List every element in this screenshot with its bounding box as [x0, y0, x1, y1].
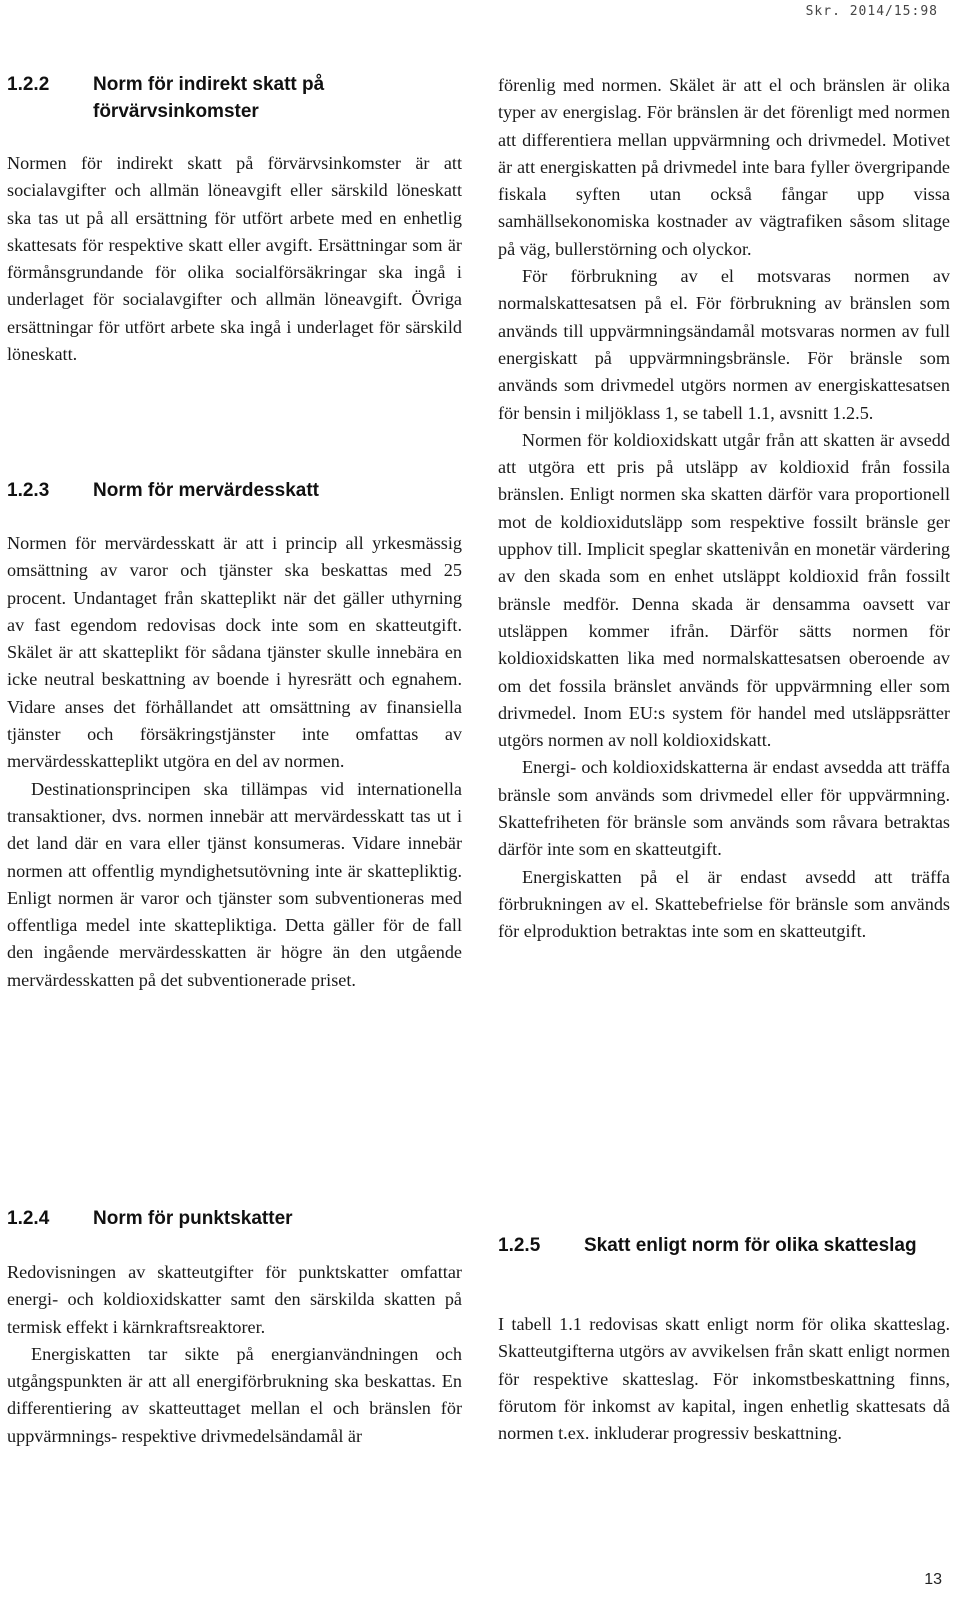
section-1-2-4	[7, 1205, 462, 1232]
paragraph: I tabell 1.1 redovisas skatt enligt norm för olika skatteslag. Skatteutgifterna utgörs av avvikelsen från skatt enligt normen för respektive skatteslag. För inkomstbeskattning finns, förutom för inkomst av kapital, ingen enhetlig skattesats då normen t.ex. inkluderar progressiv beskattning.	[498, 1314, 950, 1444]
paragraph: Energiskatten tar sikte på energianvändningen och utgångspunkten är att all energiförbrukning ska beskattas. En differentiering av skatteuttaget mellan el och bränslen för uppvärmnings- respektive drivmedelsändamål är	[7, 1343, 462, 1446]
section-heading	[7, 1205, 462, 1232]
section-number: 1.2.5	[498, 1235, 541, 1256]
section-title: Norm för indirekt skatt på förvärvsinkomster	[93, 74, 325, 122]
paragraph: förenlig med normen. Skälet är att el och bränslen är olika typer av energislag. För bränslen är det förenligt med normen att differentiera mellan uppvärmning och drivmedel. Motivet är att energiskatten på drivmedel inte bara fyller övergripande fiskala syften utan också fångar upp vissa samhällsekonomiska kostnader av vägtrafiken såsom slitage på väg, bullerstörning och olyckor.	[498, 75, 950, 259]
section-title: Norm för mervärdesskatt	[93, 480, 319, 501]
section-1-2-5	[498, 1232, 950, 1259]
section-1-2-2	[7, 71, 462, 125]
section-number: 1.2.4	[7, 1208, 50, 1229]
page-number: 13	[924, 1571, 942, 1588]
section-title: Norm för punktskatter	[93, 1208, 293, 1229]
section-heading	[498, 1232, 950, 1259]
section-1-2-4-body	[7, 1259, 462, 1450]
section-1-2-5-body	[498, 1311, 950, 1447]
section-title: Skatt enligt norm för olika skatteslag	[584, 1235, 917, 1256]
section-heading	[7, 477, 462, 504]
section-1-2-4-continued	[498, 72, 950, 946]
paragraph: Normen för indirekt skatt på förvärvsinkomster är att socialavgifter och allmän löneavgift eller särskild löneskatt ska tas ut på all ersättning för utfört arbete med en enhetlig skattesats för respektive skatt eller avgift. Ersättningar som är förmånsgrundande för olika socialförsäkringar ska ingå i underlaget för socialavgifter och allmän löneavgift. Övriga ersättningar för utfört arbete ska ingå i underlaget för särskild löneskatt.	[7, 153, 462, 365]
section-1-2-3-body	[7, 530, 462, 994]
section-1-2-3	[7, 477, 462, 504]
section-1-2-2-body	[7, 150, 462, 368]
paragraph: Normen för koldioxidskatt utgår från att skatten är avsedd att utgöra ett pris på utsläpp av koldioxid från fossila bränslen. Enligt normen ska skatten därför vara proportionell mot de koldioxidutsläpp som respektive fossilt bränsle ger upphov till. Implicit speglar skattenivån en monetär värdering av den skada som en enhet utsläppt koldioxid från fossilt bränsle medför. Denna skada är densamma oavsett var utsläppen kommer ifrån. Därför sätts normen för koldioxidskatten lika med normalskattesatsen oberoende av om det fossila bränslet används för uppvärmning eller som drivmedel. Inom EU:s system för handel med utsläppsrätter utgörs normen av noll koldioxidskatt.	[498, 429, 950, 751]
paragraph: Energiskatten på el är endast avsedd att träffa förbrukningen av el. Skattebefrielse för bränsle som används för elproduktion betraktas inte som en skatteutgift.	[498, 866, 950, 942]
section-number: 1.2.2	[7, 74, 50, 95]
paragraph: Destinationsprincipen ska tillämpas vid internationella transaktioner, dvs. normen innebär att mervärdesskatt tas ut i det land där en vara eller tjänst konsumeras. Vidare innebär normen att offentlig myndighetsutövning inte är skattepliktig. Enligt normen är varor och tjänster som subventioneras med offentliga medel inte skattepliktiga. Detta gäller för de fall den ingående mervärdesskatten är högre än den utgående mervärdesskatten på det subventionerade priset.	[7, 778, 462, 990]
paragraph: Redovisningen av skatteutgifter för punktskatter omfattar energi- och koldioxidskatter samt den särskilda skatten på termisk effekt i kärnkraftsreaktorer.	[7, 1262, 462, 1337]
section-heading	[7, 71, 462, 125]
document-reference: Skr. 2014/15:98	[805, 4, 938, 19]
paragraph: Energi- och koldioxidskatterna är endast avsedda att träffa bränsle som används som drivmedel eller för uppvärmning. Skattefriheten för bränsle som används som råvara betraktas därför inte som en skatteutgift.	[498, 757, 950, 860]
paragraph: Normen för mervärdesskatt är att i princip all yrkesmässig omsättning av varor och tjänster ska beskattas med 25 procent. Undantaget från skatteplikt när det gäller uthyrning av fast egendom redovisas dock inte som en skatteutgift. Skälet är att skatteplikt för sådana tjänster skulle innebära en icke neutral beskattning av boende i hyresrätt och egnahem. Vidare anses det förhållandet att omsättning av finansiella tjänster och försäkringstjänster inte omfattas av mervärdesskatteplikt utgöra en del av normen.	[7, 533, 462, 772]
paragraph: För förbrukning av el motsvaras normen av normalskattesatsen på el. För förbrukning av bränslen som används till uppvärmningsändamål motsvaras normen av full energiskatt på uppvärmningsbränsle. För bränsle som används som drivmedel utgörs normen av energiskattesatsen för bensin i miljöklass 1, se tabell 1.1, avsnitt 1.2.5.	[498, 266, 950, 423]
section-number: 1.2.3	[7, 480, 50, 501]
